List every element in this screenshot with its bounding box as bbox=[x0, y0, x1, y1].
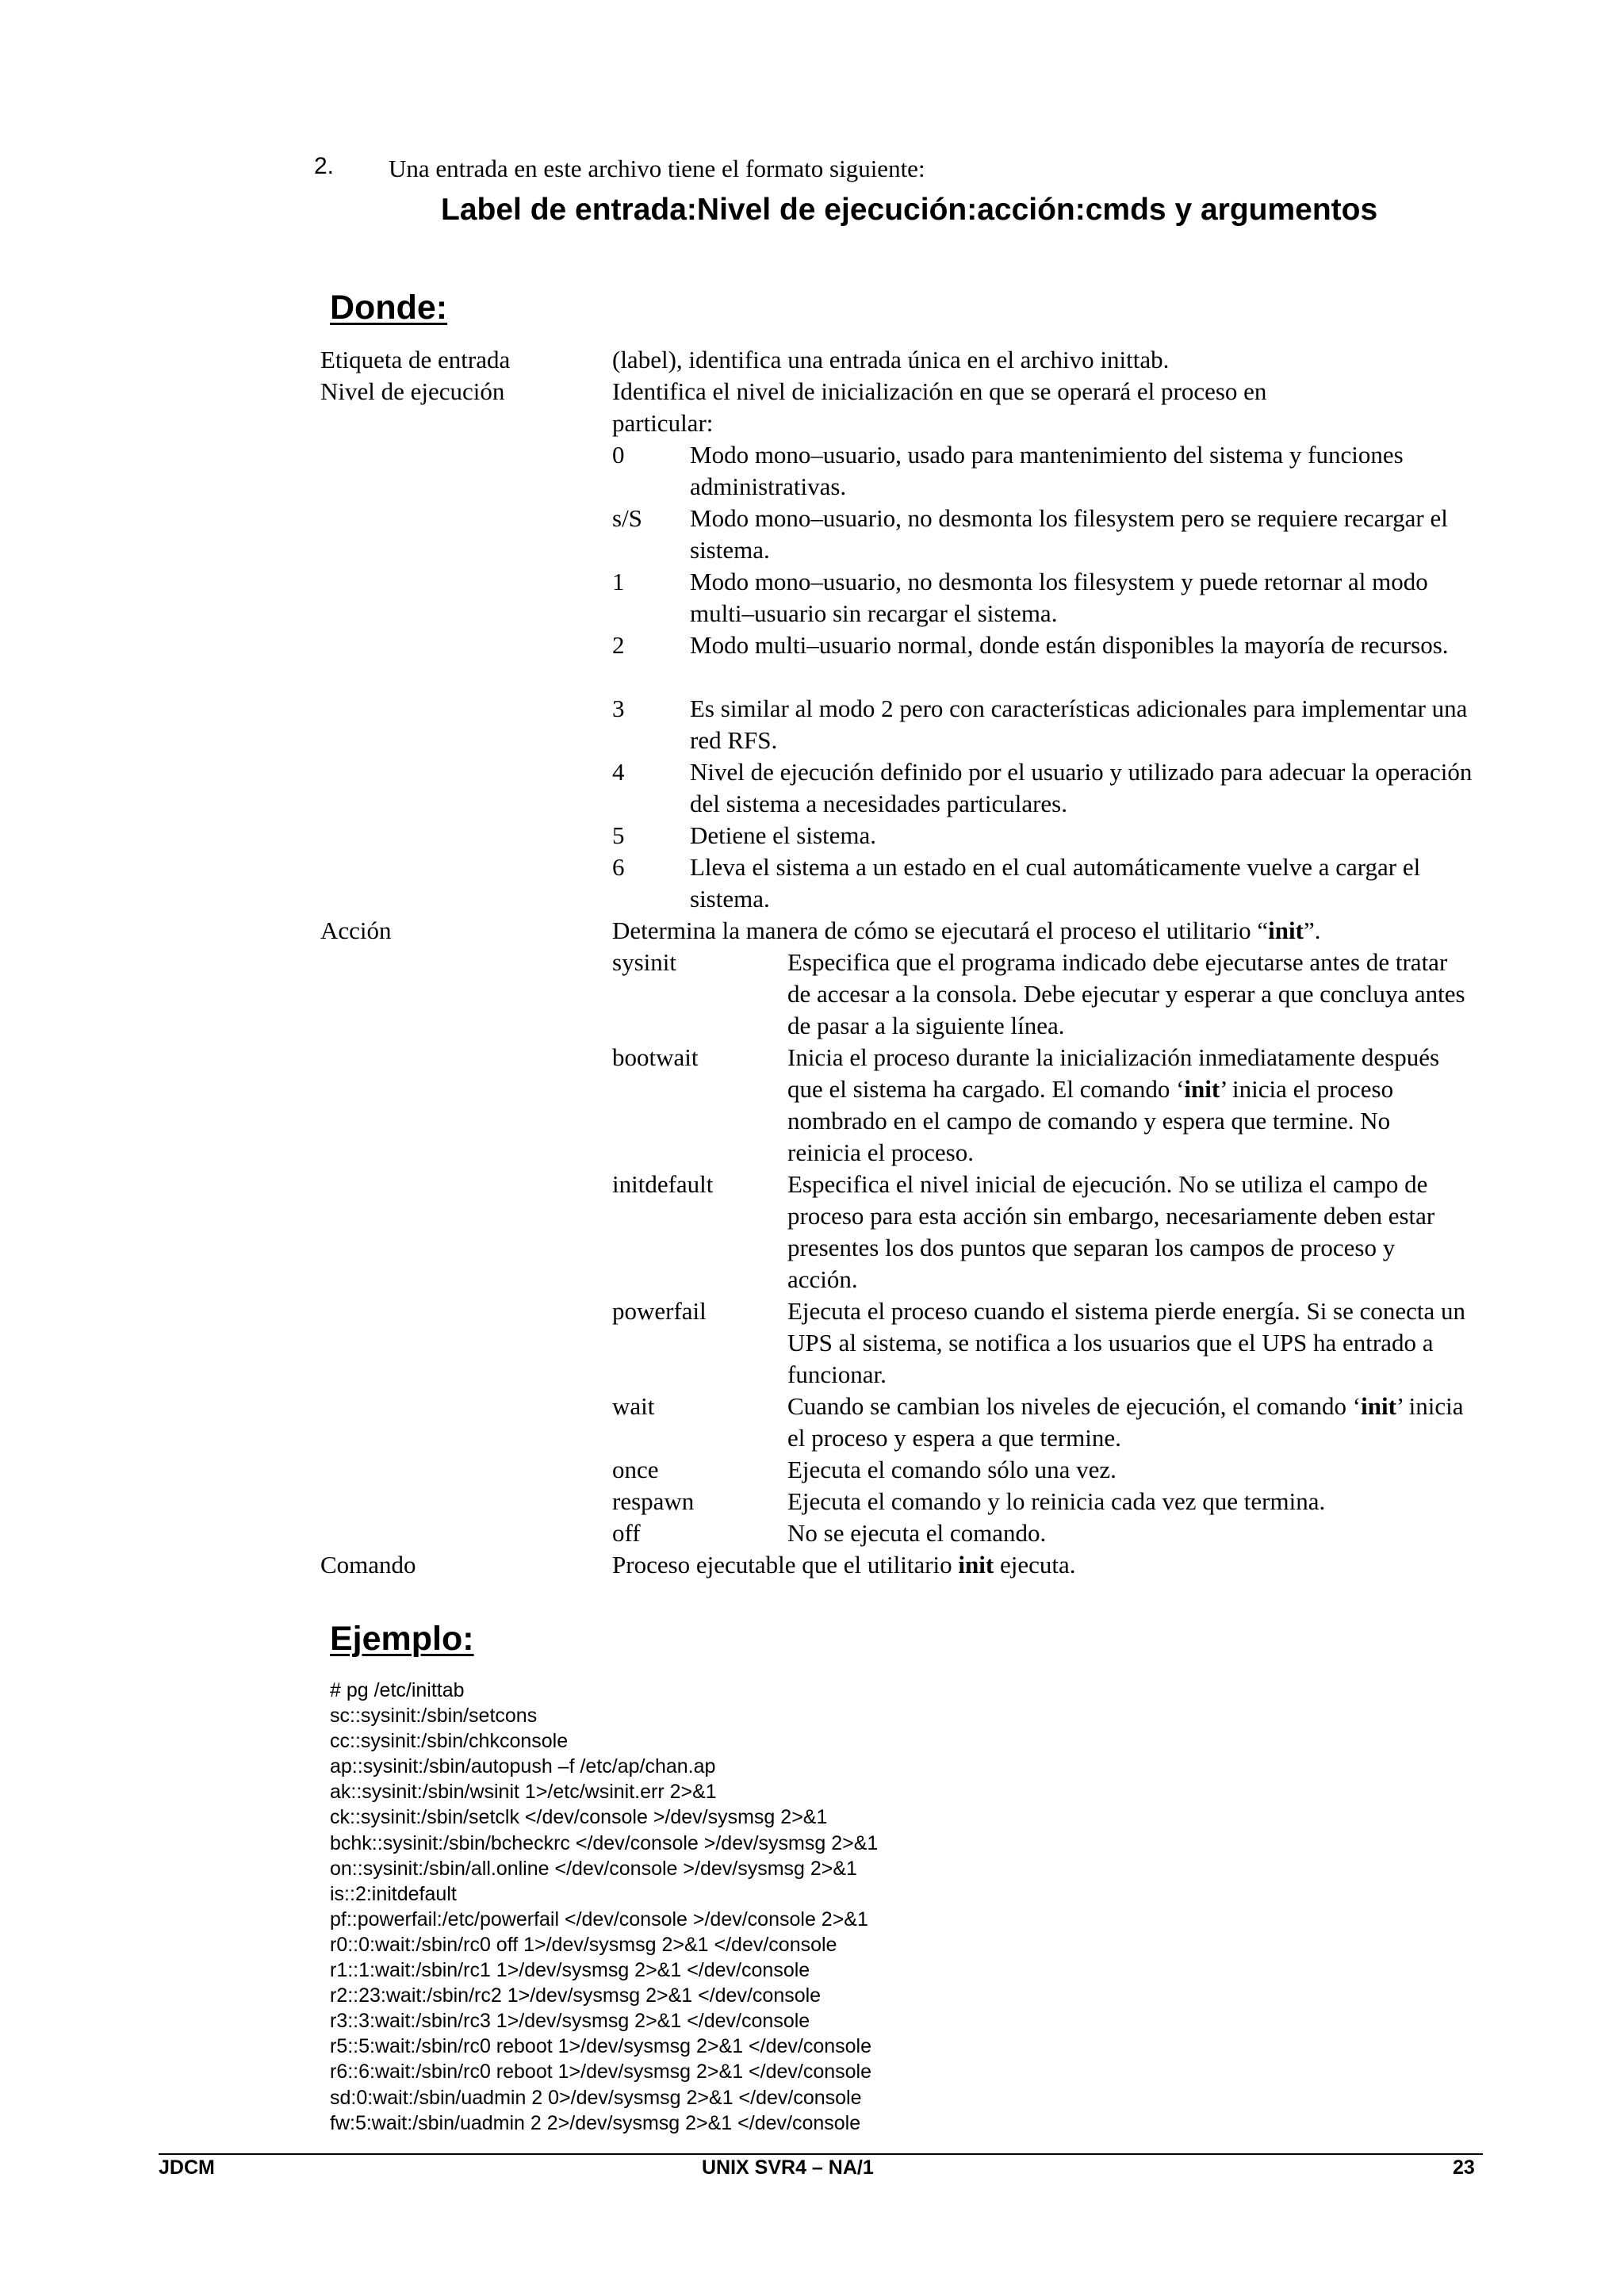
init-keyword: init bbox=[1184, 1075, 1220, 1103]
action-text: Ejecuta el comando y lo reinicia cada vez que termina. bbox=[787, 1487, 1326, 1515]
action-text: Inicia el proceso durante la inicialización inmediatamente después que el sistema ha cargado. El comando ‘init’ inicia el proceso nombrado en el campo de comando y espera que termine. No reinicia el proceso. bbox=[787, 1043, 1440, 1166]
action-text: Ejecuta el comando sólo una vez. bbox=[787, 1456, 1116, 1483]
entry-format: Label de entrada:Nivel de ejecución:acción:cmds y argumentos bbox=[441, 193, 1378, 227]
code-line: cc::sysinit:/sbin/chkconsole bbox=[330, 1730, 569, 1753]
code-line: r6::6:wait:/sbin/rc0 reboot 1>/dev/sysmsg 2>&1 </dev/console bbox=[330, 2061, 872, 2084]
code-line: sd:0:wait:/sbin/uadmin 2 0>/dev/sysmsg 2>&1 </dev/console bbox=[330, 2086, 862, 2109]
inittab-listing bbox=[330, 1678, 878, 2136]
code-line: # pg /etc/inittab bbox=[330, 1679, 465, 1701]
level-text: Lleva el sistema a un estado en el cual automáticamente vuelve a cargar el sistema. bbox=[690, 853, 1421, 913]
action-code: wait bbox=[612, 1392, 655, 1420]
level-text: Modo mono–usuario, usado para mantenimiento del sistema y funciones administrativas. bbox=[690, 441, 1404, 500]
level-text: Modo mono–usuario, no desmonta los filesystem y puede retornar al modo multi–usuario sin recargar el sistema. bbox=[690, 568, 1428, 627]
level-code: 1 bbox=[612, 568, 625, 595]
code-line: pf::powerfail:/etc/powerfail </dev/console >/dev/console 2>&1 bbox=[330, 1908, 868, 1931]
desc-comando: Proceso ejecutable que el utilitario init ejecuta. bbox=[612, 1551, 1076, 1578]
code-line: r3::3:wait:/sbin/rc3 1>/dev/sysmsg 2>&1 </dev/console bbox=[330, 2010, 810, 2033]
desc-accion: Determina la manera de cómo se ejecutará el proceso el utilitario “init”. bbox=[612, 916, 1321, 944]
code-line: r0::0:wait:/sbin/rc0 off 1>/dev/sysmsg 2>&1 </dev/console bbox=[330, 1933, 837, 1956]
level-text: Modo multi–usuario normal, donde están disponibles la mayoría de recursos. bbox=[690, 631, 1449, 659]
level-code: 3 bbox=[612, 695, 625, 722]
code-line: is::2:initdefault bbox=[330, 1882, 457, 1905]
code-line: ak::sysinit:/sbin/wsinit 1>/etc/wsinit.err 2>&1 bbox=[330, 1781, 717, 1804]
code-line: fw:5:wait:/sbin/uadmin 2 2>/dev/sysmsg 2>&1 </dev/console bbox=[330, 2111, 861, 2134]
level-code: 0 bbox=[612, 441, 625, 469]
action-text: Especifica el nivel inicial de ejecución. No se utiliza el campo de proceso para esta acción sin embargo, necesariamente deben estar presentes los dos puntos que separan los campos de proceso y acción. bbox=[787, 1170, 1435, 1293]
action-code: respawn bbox=[612, 1487, 695, 1515]
ejemplo-heading: Ejemplo: bbox=[330, 1620, 474, 1658]
code-line: r2::23:wait:/sbin/rc2 1>/dev/sysmsg 2>&1 </dev/console bbox=[330, 1984, 822, 2007]
code-line: on::sysinit:/sbin/all.online </dev/console >/dev/sysmsg 2>&1 bbox=[330, 1857, 857, 1880]
footer-author: JDCM bbox=[159, 2156, 215, 2179]
level-text: Detiene el sistema. bbox=[690, 821, 876, 849]
code-line: sc::sysinit:/sbin/setcons bbox=[330, 1705, 538, 1728]
code-line: ck::sysinit:/sbin/setclk </dev/console >/dev/sysmsg 2>&1 bbox=[330, 1806, 828, 1829]
footer-divider bbox=[159, 2153, 1483, 2155]
level-code: s/S bbox=[612, 504, 642, 532]
action-code: bootwait bbox=[612, 1043, 699, 1071]
action-text: Ejecuta el proceso cuando el sistema pierde energía. Si se conecta un UPS al sistema, se notifica a los usuarios que el UPS ha entrado a funcionar. bbox=[787, 1297, 1466, 1388]
intro-text: Una entrada en este archivo tiene el formato siguiente: bbox=[389, 155, 925, 182]
code-line: r5::5:wait:/sbin/rc0 reboot 1>/dev/sysmsg 2>&1 </dev/console bbox=[330, 2035, 872, 2058]
term-comando: Comando bbox=[320, 1551, 416, 1578]
level-code: 6 bbox=[612, 853, 625, 881]
footer-title: UNIX SVR4 – NA/1 bbox=[702, 2156, 874, 2179]
level-code: 5 bbox=[612, 821, 625, 849]
list-number: 2. bbox=[314, 153, 335, 179]
action-code: sysinit bbox=[612, 948, 676, 976]
desc-nivel: Identifica el nivel de inicialización en que se operará el proceso en particular: bbox=[612, 377, 1267, 437]
code-line: r1::1:wait:/sbin/rc1 1>/dev/sysmsg 2>&1 </dev/console bbox=[330, 1959, 810, 1982]
action-code: powerfail bbox=[612, 1297, 707, 1325]
level-code: 4 bbox=[612, 758, 625, 786]
term-accion: Acción bbox=[320, 916, 392, 944]
donde-heading: Donde: bbox=[330, 289, 448, 327]
action-text: Especifica que el programa indicado debe ejecutarse antes de tratar de accesar a la consola. Debe ejecutar y esperar a que concluya antes de pasar a la siguiente línea. bbox=[787, 948, 1465, 1039]
desc-etiqueta: (label), identifica una entrada única en el archivo inittab. bbox=[612, 346, 1170, 373]
init-keyword: init bbox=[1268, 916, 1304, 944]
page-number: 23 bbox=[1453, 2156, 1475, 2179]
action-code: initdefault bbox=[612, 1170, 714, 1198]
action-code: off bbox=[612, 1519, 641, 1547]
term-nivel: Nivel de ejecución bbox=[320, 377, 505, 405]
action-text: No se ejecuta el comando. bbox=[787, 1519, 1047, 1547]
level-text: Nivel de ejecución definido por el usuario y utilizado para adecuar la operación del sistema a necesidades particulares. bbox=[690, 758, 1473, 817]
action-code: once bbox=[612, 1456, 659, 1483]
init-keyword: init bbox=[958, 1551, 994, 1578]
init-keyword: init bbox=[1361, 1392, 1396, 1420]
level-code: 2 bbox=[612, 631, 625, 659]
code-line: bchk::sysinit:/sbin/bcheckrc </dev/console >/dev/sysmsg 2>&1 bbox=[330, 1831, 879, 1854]
term-etiqueta: Etiqueta de entrada bbox=[320, 346, 511, 373]
action-text: Cuando se cambian los niveles de ejecución, el comando ‘init’ inicia el proceso y espera a que termine. bbox=[787, 1392, 1464, 1452]
level-text: Modo mono–usuario, no desmonta los filesystem pero se requiere recargar el sistema. bbox=[690, 504, 1448, 564]
level-text: Es similar al modo 2 pero con características adicionales para implementar una red RFS. bbox=[690, 695, 1468, 754]
code-line: ap::sysinit:/sbin/autopush –f /etc/ap/chan.ap bbox=[330, 1755, 716, 1778]
